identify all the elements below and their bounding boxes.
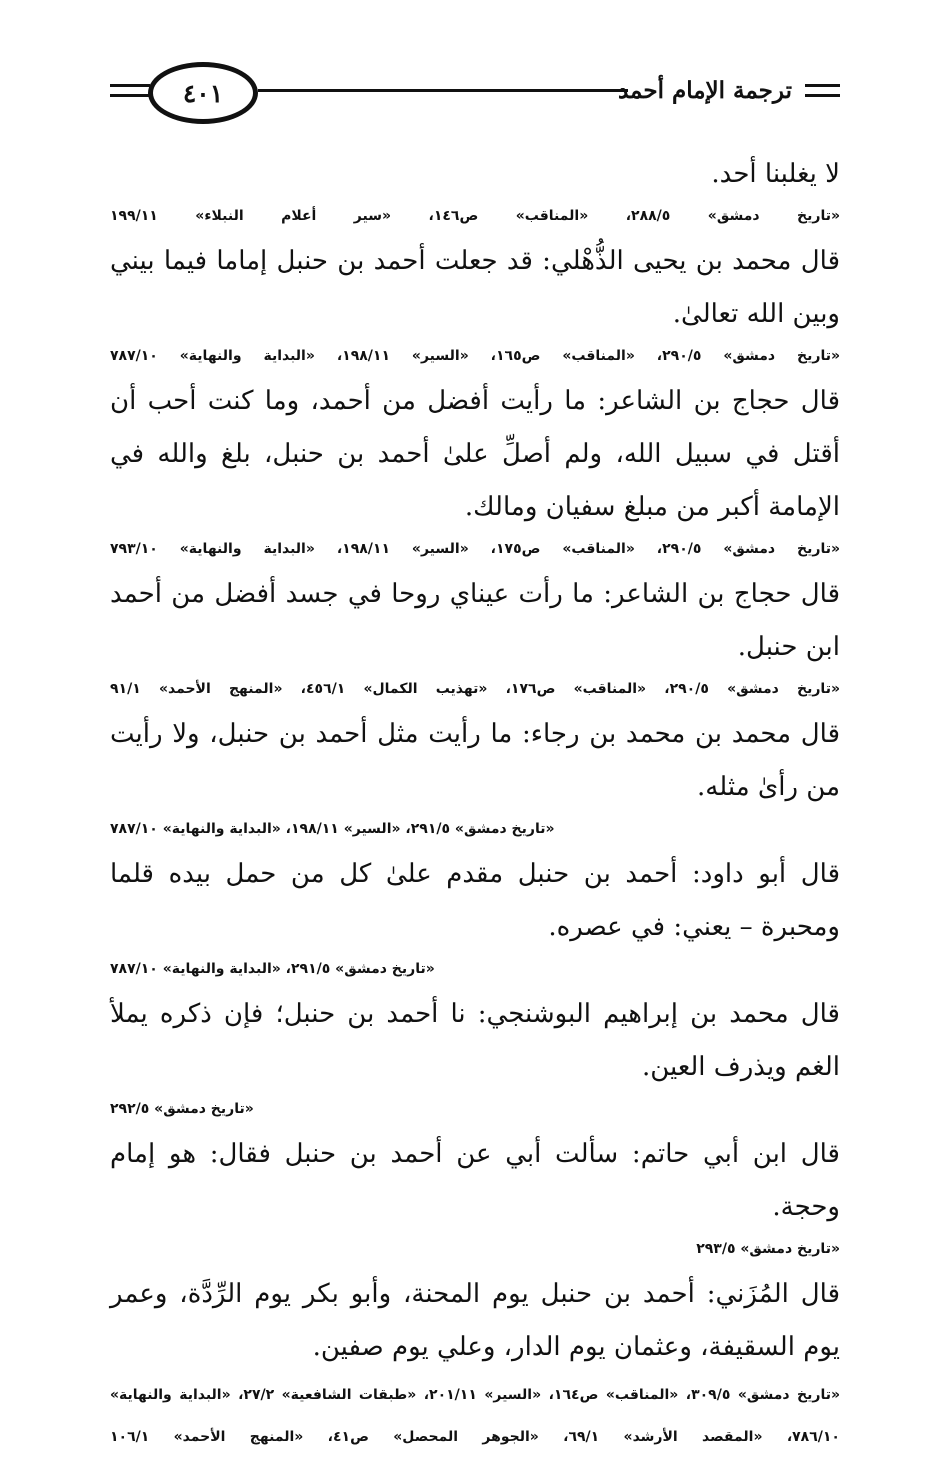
entry-source: «تاريخ دمشق» ٢٩٣/٥ (696, 1241, 840, 1257)
entry-source: «تاريخ دمشق» ٢٩٠/٥، «المناقب» ص١٧٥، «السير» ١٩٨/١١، «البداية والنهاية» ٧٩٣/١٠ (110, 541, 840, 557)
page-header (110, 62, 840, 132)
entry-text: قال حجاج بن الشاعر: ما رأت عيناي روحا في جسد أفضل من أحمد ابن حنبل. (110, 579, 840, 662)
page-number-badge (148, 62, 258, 124)
header-rule-middle (258, 89, 628, 92)
entry-source: «تاريخ دمشق» ٢٩٠/٥، «المناقب» ص١٦٥، «السير» ١٩٨/١١، «البداية والنهاية» ٧٨٧/١٠ (110, 348, 840, 364)
header-rule-left-lower (110, 94, 150, 97)
page-body (110, 148, 840, 1462)
header-rule-right (805, 84, 840, 87)
entry-text: قال محمد بن يحيى الذُّهْلي: قد جعلت أحمد بن حنبل إماما فيما بيني وبين الله تعالىٰ. (110, 246, 840, 329)
entry-source: «تاريخ دمشق» ٢٩٢/٥ (110, 1101, 254, 1117)
entry-source: «تاريخ دمشق» ٢٩١/٥، «البداية والنهاية» ٧٨٧/١٠ (110, 961, 435, 977)
header-rule-left (110, 84, 150, 87)
entry-text: قال ابن أبي حاتم: سألت أبي عن أحمد بن حنبل فقال: هو إمام وحجة. (110, 1139, 840, 1222)
entry-source: «تاريخ دمشق» ٢٨٨/٥، «المناقب» ص١٤٦، «سير أعلام النبلاء» ١٩٩/١١ (110, 208, 840, 224)
entry-source: «تاريخ دمشق» ٢٩١/٥، «السير» ١٩٨/١١، «البداية والنهاية» ٧٨٧/١٠ (110, 821, 555, 837)
header-rule-right-lower (805, 94, 840, 97)
entry-source: «تاريخ دمشق» ٣٠٩/٥، «المناقب» ص١٦٤، «السير» ٢٠١/١١، «طبقات الشافعية» ٢٧/٢، «البداية والنهاية» ٧٨٦/١٠، «المقصد الأرشد» ٦٩/١، «الجوهر المحصل» ص٤١، «المنهج الأحمد» ١٠٦/١ (110, 1387, 841, 1445)
entry-text: لا يغلبنا أحد. (711, 159, 840, 189)
entry-source: «تاريخ دمشق» ٢٩٠/٥، «المناقب» ص١٧٦، «تهذيب الكمال» ٤٥٦/١، «المنهج الأحمد» ٩١/١ (110, 681, 840, 697)
running-title: ترجمة الإمام أحمد (617, 77, 792, 104)
page-number: ٤٠١ (182, 78, 224, 108)
entry-text: قال حجاج بن الشاعر: ما رأيت أفضل من أحمد، وما كنت أحب أن أقتل في سبيل الله، ولم أصلِّ علىٰ أحمد بن حنبل، بلغ والله في الإمامة أكبر من مبلغ سفيان ومالك. (110, 386, 840, 522)
entry-text: قال محمد بن إبراهيم البوشنجي: نا أحمد بن حنبل؛ فإن ذكره يملأ الغم ويذرف العين. (110, 999, 840, 1082)
entry-text: قال أبو داود: أحمد بن حنبل مقدم علىٰ كل من حمل بيده قلما ومحبرة – يعني: في عصره. (110, 859, 840, 942)
entry-text: قال محمد بن محمد بن رجاء: ما رأيت مثل أحمد بن حنبل، ولا رأيت من رأىٰ مثله. (110, 719, 840, 802)
entry-text: قال المُزَني: أحمد بن حنبل يوم المحنة، وأبو بكر يوم الرِّدَّة، وعمر يوم السقيفة، وعثمان يوم الدار، وعلي يوم صفين. (110, 1279, 840, 1362)
